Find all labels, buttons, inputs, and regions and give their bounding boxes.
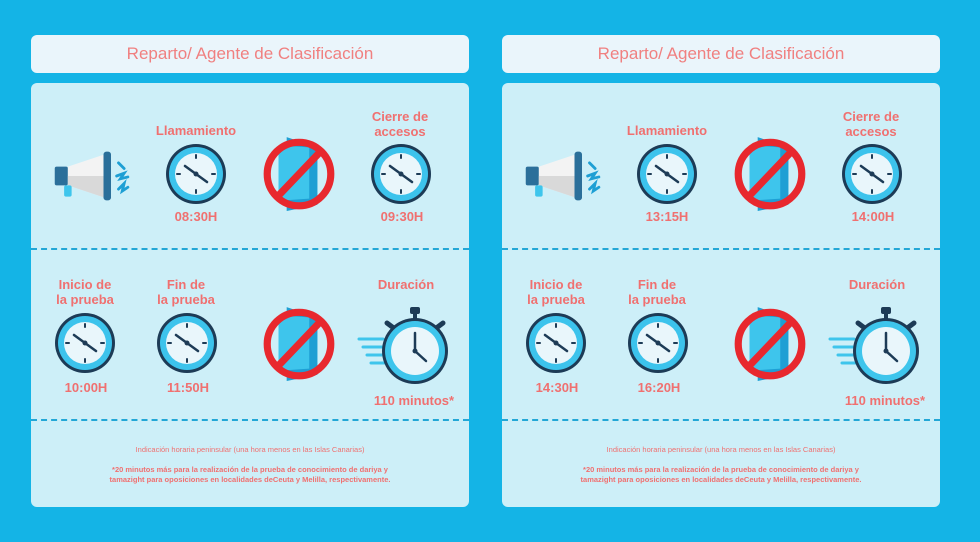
start-time: 14:30H	[535, 380, 579, 395]
megaphone-icon	[51, 149, 141, 203]
end-label: Fin de la prueba	[628, 277, 686, 307]
call-time: 13:15H	[645, 209, 689, 224]
clock-icon	[369, 142, 433, 206]
extra-time-note	[31, 465, 469, 485]
divider	[31, 248, 469, 250]
start-label: Inicio de la prueba	[56, 277, 114, 307]
timezone-note: Indicación horaria peninsular (una hora menos en las Islas Canarias)	[135, 445, 365, 454]
schedule-column-morning	[31, 35, 469, 484]
extra-time-note-line: *20 minutos más para la realización de la prueba de conocimiento de dariya y	[112, 465, 388, 474]
start-time: 10:00H	[64, 380, 108, 395]
call-label: Llamamiento	[626, 123, 708, 138]
extra-time-note	[502, 465, 940, 485]
clock-icon	[635, 142, 699, 206]
duration-label: Duración	[848, 277, 906, 292]
stopwatch-icon	[357, 305, 457, 385]
timezone-note: Indicación horaria peninsular (una hora menos en las Islas Canarias)	[606, 445, 836, 454]
schedule-panel	[31, 83, 469, 507]
clock-icon	[155, 311, 219, 375]
end-time: 11:50H	[167, 380, 209, 395]
no-entry-door-icon	[258, 301, 340, 383]
call-time: 08:30H	[174, 209, 218, 224]
clock-icon	[524, 311, 588, 375]
divider	[502, 248, 940, 250]
call-label: Llamamiento	[155, 123, 237, 138]
megaphone-icon	[522, 149, 612, 203]
duration-label: Duración	[377, 277, 435, 292]
clock-icon	[164, 142, 228, 206]
close-time: 09:30H	[380, 209, 424, 224]
extra-time-note-line: tamazight para oposiciones en localidades deCeuta y Melilla, respectivamente.	[580, 475, 862, 484]
close-time: 14:00H	[851, 209, 895, 224]
close-label: Cierre de accesos	[371, 109, 429, 139]
schedule-column-afternoon	[502, 35, 940, 484]
column-title: Reparto/ Agente de Clasificación	[502, 35, 940, 73]
clock-icon	[840, 142, 904, 206]
end-label: Fin de la prueba	[157, 277, 215, 307]
extra-time-note-line: *20 minutos más para la realización de la prueba de conocimiento de dariya y	[583, 465, 859, 474]
extra-time-note-line: tamazight para oposiciones en localidades deCeuta y Melilla, respectivamente.	[109, 475, 391, 484]
column-title: Reparto/ Agente de Clasificación	[31, 35, 469, 73]
schedule-panel	[502, 83, 940, 507]
duration-value: 110 minutos*	[844, 393, 926, 408]
no-entry-door-icon	[729, 301, 811, 383]
clock-icon	[53, 311, 117, 375]
close-label: Cierre de accesos	[842, 109, 900, 139]
clock-icon	[626, 311, 690, 375]
stopwatch-icon	[828, 305, 928, 385]
no-entry-door-icon	[729, 131, 811, 213]
divider	[502, 419, 940, 421]
end-time: 16:20H	[637, 380, 681, 395]
no-entry-door-icon	[258, 131, 340, 213]
divider	[31, 419, 469, 421]
duration-value: 110 minutos*	[373, 393, 455, 408]
start-label: Inicio de la prueba	[527, 277, 585, 307]
